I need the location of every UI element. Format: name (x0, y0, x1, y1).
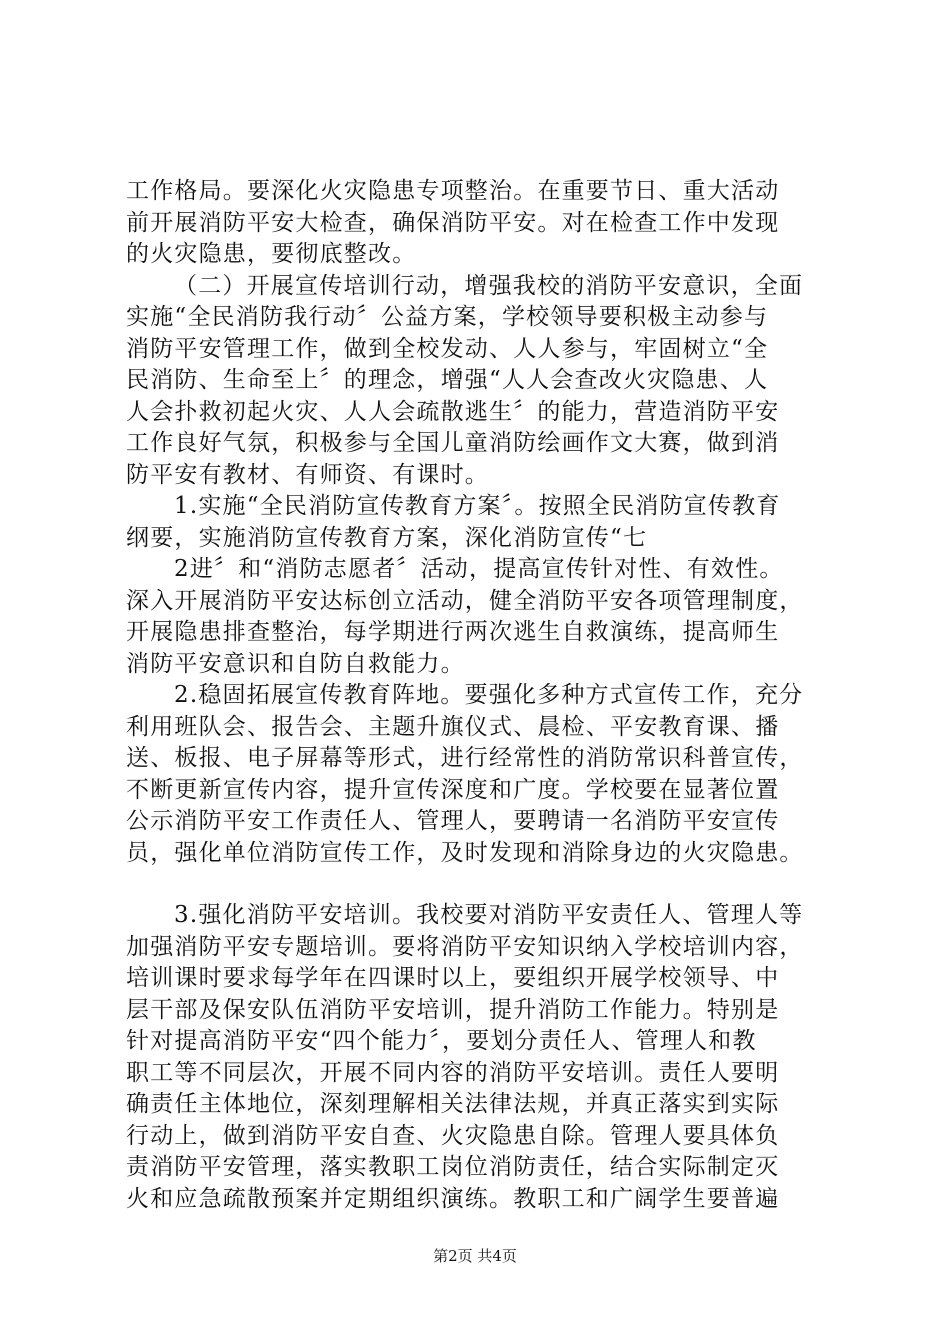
text-line: 2.稳固拓展宣传教育阵地。要强化多种方式宣传工作，充分 (174, 682, 804, 708)
text-line: 消防平安意识和自防自救能力。 (126, 650, 465, 677)
text-line: 开展隐患排查整治，每学期进行两次逃生自救演练，提高师生 (126, 619, 780, 645)
text-line: 1.实施“全民消防宣传教育方案〞。按照全民消防宣传教育 (174, 493, 781, 519)
text-line: 纲要，实施消防宣传教育方案，深化消防宣传“七 (126, 524, 648, 551)
text-line: 培训课时要求每学年在四课时以上，要组织开展学校领导、中 (126, 965, 780, 991)
text-line: 利用班队会、报告会、主题升旗仪式、晨检、平安教育课、播 (126, 713, 780, 740)
text-line: 的火灾隐患，要彻底整改。 (126, 241, 417, 267)
text-line: 火和应急疏散预案并定期组织演练。教职工和广阔学生要普遍 (126, 1185, 780, 1212)
text-line: 针对提高消防平安“四个能力〞，要划分责任人、管理人和教 (126, 1028, 757, 1054)
text-line: 前开展消防平安大检查，确保消防平安。对在检查工作中发现 (126, 209, 780, 236)
text-line: 消防平安管理工作，做到全校发动、人人参与，牢固树立“全 (126, 335, 769, 362)
text-line: 行动上，做到消防平安自查、火灾隐患自除。管理人要具体负 (126, 1122, 780, 1149)
text-line: 员，强化单位消防宣传工作，及时发现和消除身边的火灾隐患。 (126, 839, 804, 866)
text-line: 公示消防平安工作责任人、管理人，要聘请一名消防平安宣传 (126, 808, 780, 834)
text-line: 工作格局。要深化火灾隐患专项整治。在重要节日、重大活动 (126, 178, 780, 204)
text-line: 3.强化消防平安培训。我校要对消防平安责任人、管理人等 (174, 902, 804, 928)
text-line: 实施“全民消防我行动〞公益方案，学校领导要积极主动参与 (126, 304, 769, 330)
text-line: （二）开展宣传培训行动，增强我校的消防平安意识，全面 (174, 272, 804, 299)
text-line: 职工等不同层次，开展不同内容的消防平安培训。责任人要明 (126, 1059, 780, 1086)
page-footer: 第2页 共4页 (433, 1247, 517, 1265)
text-line: 工作良好气氛，积极参与全国儿童消防绘画作文大赛，做到消 (126, 430, 780, 456)
text-line: 加强消防平安专题培训。要将消防平安知识纳入学校培训内容， (126, 933, 804, 960)
text-line: 确责任主体地位，深刻理解相关法律法规，并真正落实到实际 (126, 1091, 780, 1117)
text-line: 不断更新宣传内容，提升宣传深度和广度。学校要在显著位置 (126, 776, 780, 803)
text-line: 人会扑救初起火灾、人人会疏散逃生〞的能力，营造消防平安 (126, 398, 780, 425)
text-line: 防平安有教材、有师资、有课时。 (126, 461, 489, 488)
text-line: 深入开展消防平安达标创立活动，健全消防平安各项管理制度， (126, 587, 804, 614)
body-text (126, 176, 826, 1215)
text-line: 2进〞和“消防志愿者〞活动，提高宣传针对性、有效性。 (174, 556, 784, 582)
text-line: 送、板报、电子屏幕等形式，进行经常性的消防常识科普宣传， (126, 745, 804, 771)
text-line: 民消防、生命至上〞的理念，增强“人人会查改火灾隐患、人 (126, 367, 769, 393)
paragraph-gap (126, 869, 826, 900)
text-line: 层干部及保安队伍消防平安培训，提升消防工作能力。特别是 (126, 996, 780, 1023)
text-line: 责消防平安管理，落实教职工岗位消防责任，结合实际制定灭 (126, 1154, 780, 1180)
